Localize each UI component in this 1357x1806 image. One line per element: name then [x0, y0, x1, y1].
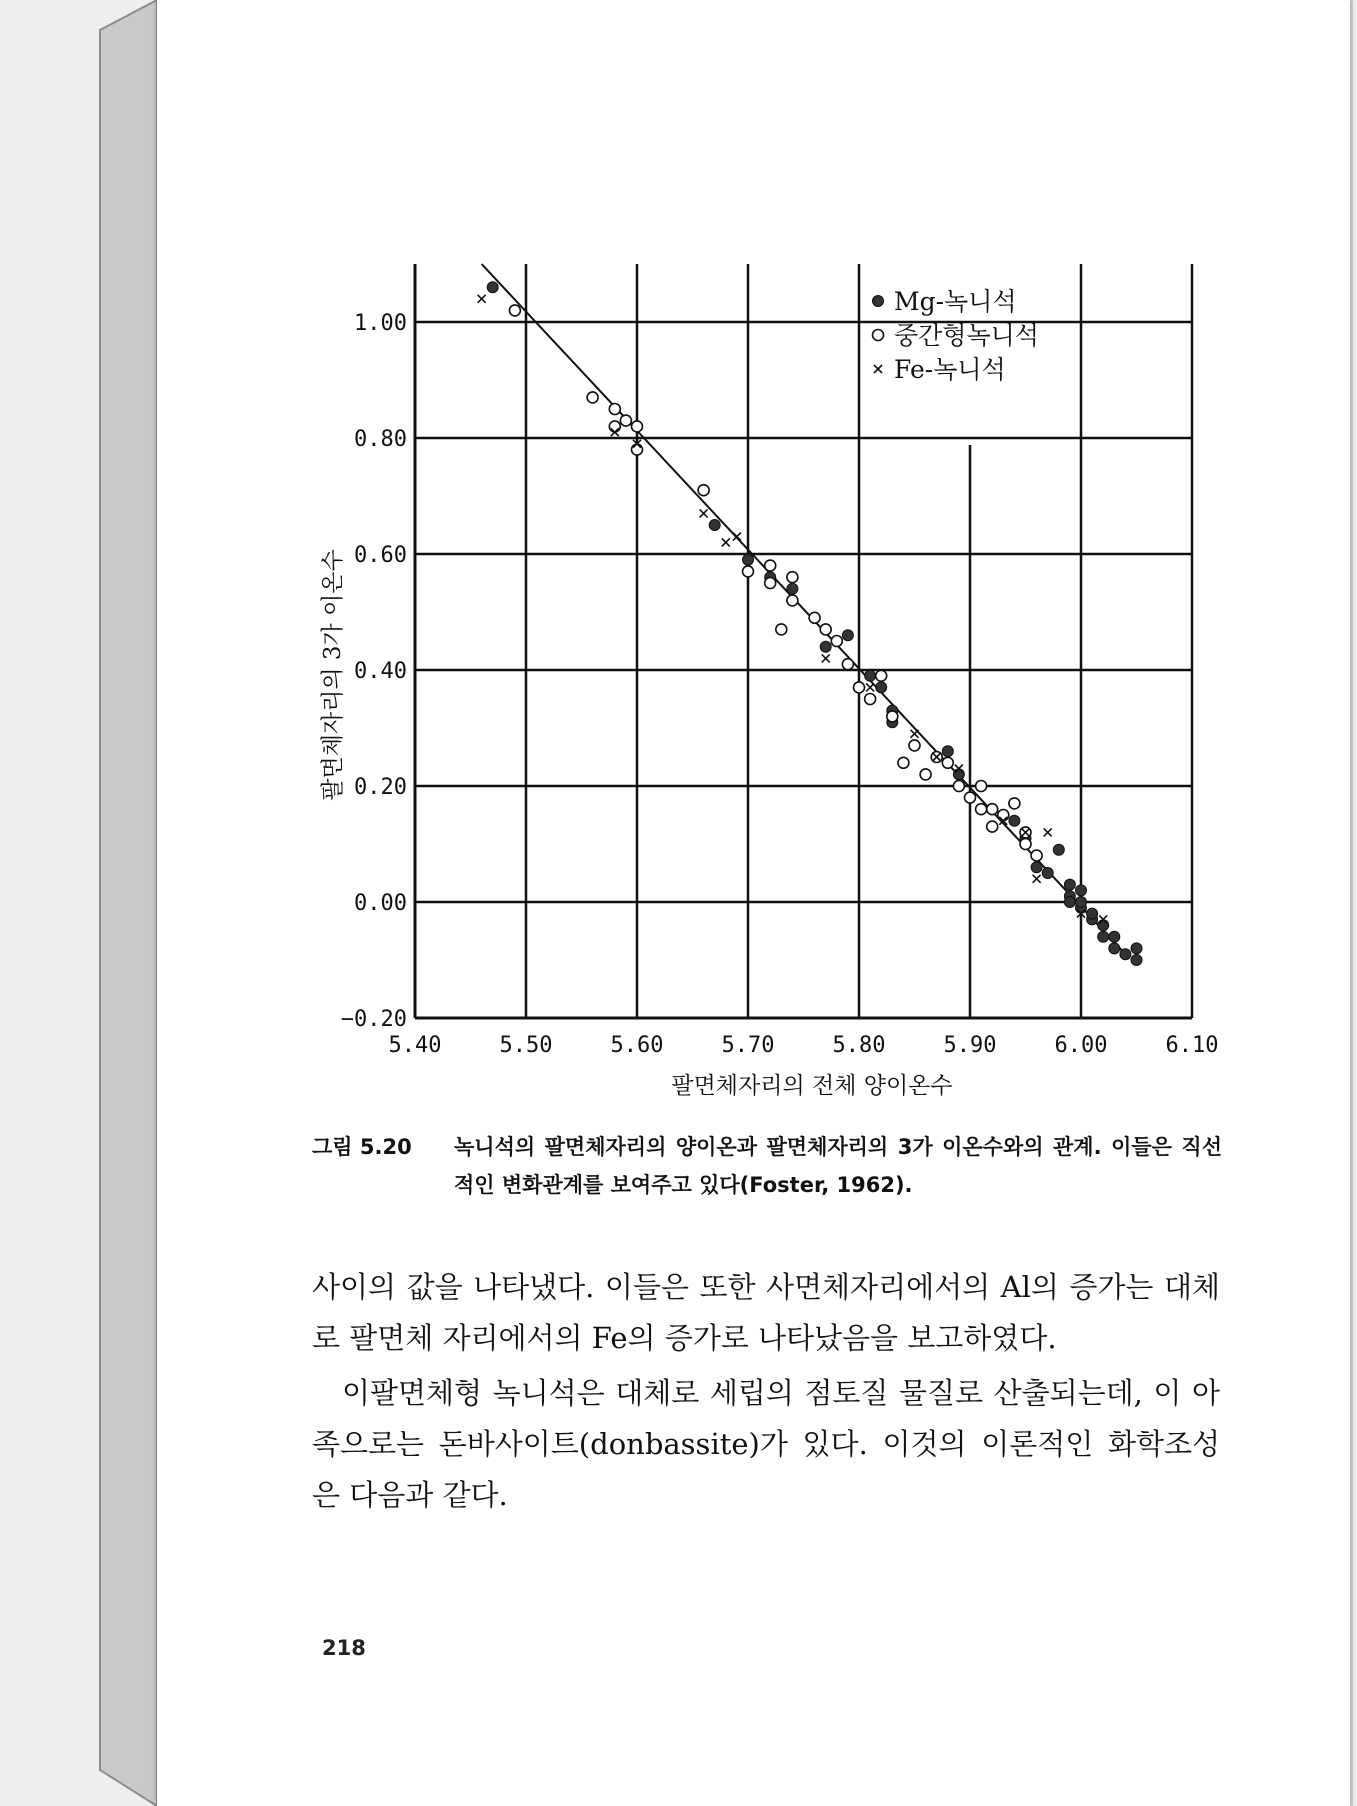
x-tick-label: 5.80 — [832, 1033, 886, 1058]
data-point — [1131, 955, 1142, 966]
x-tick-label: 6.10 — [1165, 1033, 1219, 1058]
y-tick-label: 0.60 — [354, 543, 407, 568]
data-point — [942, 757, 953, 768]
data-point — [1098, 931, 1109, 942]
data-point — [743, 554, 754, 565]
data-point — [1009, 798, 1020, 809]
data-point — [1033, 875, 1041, 883]
y-tick-label: 0.80 — [354, 427, 407, 452]
data-point — [1098, 920, 1109, 931]
data-point — [632, 421, 643, 432]
data-point — [820, 624, 831, 635]
data-point — [987, 804, 998, 815]
data-point — [876, 682, 887, 693]
data-point — [1076, 885, 1087, 896]
data-point — [632, 444, 643, 455]
y-tick-label: 0.40 — [354, 659, 407, 684]
data-point — [1009, 815, 1020, 826]
data-point — [787, 572, 798, 583]
data-point — [509, 305, 520, 316]
x-tick-label: 5.40 — [388, 1033, 442, 1058]
data-point — [1120, 949, 1131, 960]
data-points — [478, 282, 1142, 966]
data-point — [487, 282, 498, 293]
data-point — [709, 520, 720, 531]
data-point — [765, 560, 776, 571]
page-number: 218 — [322, 1636, 366, 1660]
data-point — [1109, 943, 1120, 954]
data-point — [1020, 839, 1031, 850]
data-point — [887, 711, 898, 722]
y-tick-label: −0.20 — [340, 1007, 407, 1032]
data-point — [953, 781, 964, 792]
data-point — [909, 740, 920, 751]
x-tick-label: 5.70 — [721, 1033, 775, 1058]
data-point — [1076, 897, 1087, 908]
data-point — [743, 566, 754, 577]
data-point — [765, 578, 776, 589]
data-point — [1064, 879, 1075, 890]
data-point — [876, 670, 887, 681]
x-tick-label: 5.90 — [943, 1033, 997, 1058]
chart-legend — [873, 287, 1039, 384]
figure-caption-label: 그림 5.20 — [312, 1135, 412, 1159]
data-point — [733, 533, 741, 541]
y-tick-label: 1.00 — [354, 311, 407, 336]
body-paragraph-1: 사이의 값을 나타냈다. 이들은 또한 사면체자리에서의 Al의 증가는 대체로 팔면체 자리에서의 Fe의 증가로 나타났음을 보고하였다. — [312, 1270, 1220, 1355]
data-point — [1031, 850, 1042, 861]
data-point — [865, 694, 876, 705]
data-point — [1131, 943, 1142, 954]
data-point — [722, 538, 730, 546]
data-point — [1053, 844, 1064, 855]
x-tick-label: 6.00 — [1054, 1033, 1108, 1058]
y-tick-labels — [341, 311, 407, 1032]
x-tick-labels — [389, 1033, 1219, 1058]
data-point — [976, 804, 987, 815]
data-point — [998, 810, 1009, 821]
body-text — [312, 1262, 1220, 1521]
data-point — [700, 509, 708, 517]
data-point — [854, 682, 865, 693]
data-point — [809, 612, 820, 623]
legend-label: Mg-녹니석 — [894, 287, 1017, 316]
data-point — [1044, 828, 1052, 836]
data-point — [1031, 862, 1042, 873]
data-point — [776, 624, 787, 635]
data-point — [478, 295, 486, 303]
data-point — [831, 636, 842, 647]
x-tick-label: 5.60 — [610, 1033, 664, 1058]
data-point — [620, 415, 631, 426]
data-point — [866, 683, 874, 691]
data-point — [1064, 897, 1075, 908]
legend-marker — [873, 296, 884, 307]
data-point — [609, 421, 620, 432]
data-point — [609, 404, 620, 415]
data-point — [1109, 931, 1120, 942]
y-tick-label: 0.20 — [354, 775, 407, 800]
legend-marker — [873, 330, 884, 341]
chart-grid — [415, 264, 1192, 1018]
data-point — [698, 485, 709, 496]
data-point — [920, 769, 931, 780]
figure-caption-text: 녹니석의 팔면체자리의 양이온과 팔면체자리의 3가 이온수와의 관계. 이들은 직선적인 변화관계를 보여주고 있다(Foster, 1962). — [454, 1135, 1222, 1197]
data-point — [976, 781, 987, 792]
x-axis-label: 팔면체자리의 전체 양이온수 — [671, 1073, 953, 1099]
data-point — [822, 654, 830, 662]
regression-line — [482, 264, 1126, 954]
legend-label: 중간형녹니석 — [894, 321, 1039, 350]
data-point — [1087, 908, 1098, 919]
data-point — [787, 583, 798, 594]
series-3 — [478, 295, 1108, 924]
data-point — [842, 659, 853, 670]
data-point — [787, 595, 798, 606]
data-point — [942, 746, 953, 757]
legend-marker — [874, 365, 882, 373]
legend-item — [873, 321, 1039, 350]
legend-label: Fe-녹니석 — [894, 355, 1006, 384]
data-point — [987, 821, 998, 832]
data-point — [1042, 868, 1053, 879]
data-point — [842, 630, 853, 641]
y-tick-label: 0.00 — [354, 891, 407, 916]
body-paragraph-2: 이팔면체형 녹니석은 대체로 세립의 점토질 물질로 산출되는데, 이 아족으로는 돈바사이트(donbassite)가 있다. 이것의 이론적인 화학조성은 다음과 같다. — [312, 1376, 1220, 1512]
legend-item — [874, 355, 1006, 384]
y-axis-label: 팔면체자리의 3가 이온수 — [320, 549, 346, 801]
data-point — [587, 392, 598, 403]
data-point — [820, 641, 831, 652]
x-tick-label: 5.50 — [499, 1033, 553, 1058]
data-point — [865, 670, 876, 681]
data-point — [898, 757, 909, 768]
data-point — [965, 792, 976, 803]
data-point — [911, 730, 919, 738]
legend-item — [873, 287, 1017, 316]
data-point — [953, 769, 964, 780]
